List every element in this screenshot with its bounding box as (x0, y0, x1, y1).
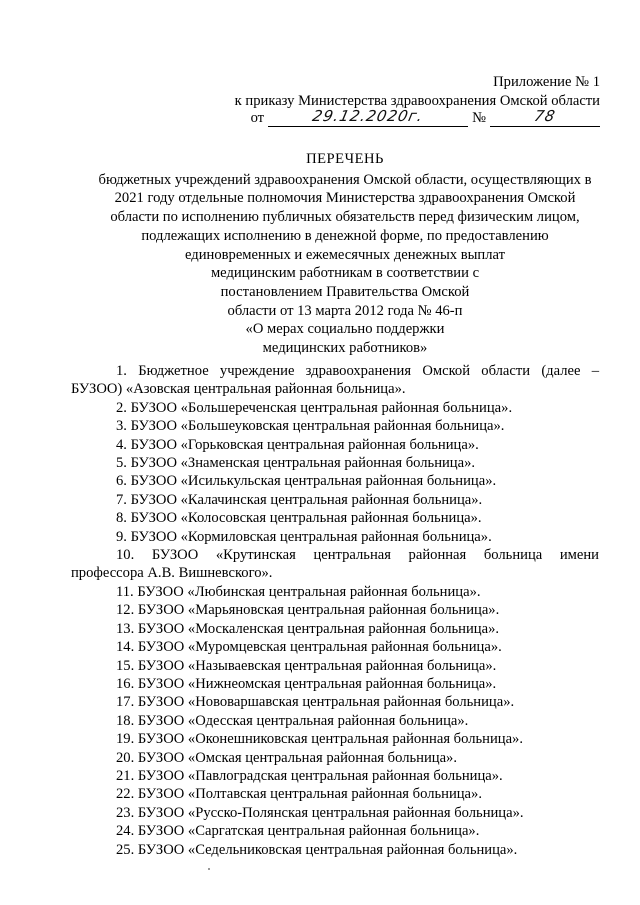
list-item: 1. Бюджетное учреждение здравоохранения Омской области (далее – БУЗОО) «Азовская центральная районная больница». (71, 363, 599, 398)
title-line: медицинских работников» (262, 340, 428, 357)
title-line: бюджетных учреждений здравоохранения Омской области, осуществляющих в (98, 171, 592, 188)
list-item-first-line: 10. БУЗОО «Крутинская центральная районная больница имени (116, 547, 599, 564)
date-prefix: от (250, 110, 265, 126)
date-field (268, 107, 468, 127)
number-prefix: № (472, 110, 486, 126)
list-item: 8. БУЗОО «Колосовская центральная районная больница». (116, 510, 482, 527)
list-item: 25. БУЗОО «Седельниковская центральная районная больница». (116, 841, 518, 858)
title-line: медицинским работникам в соответствии с (210, 265, 480, 282)
list-item: 9. БУЗОО «Кормиловская центральная районная больница». (116, 528, 492, 545)
list-item (71, 546, 599, 583)
list-item: 21. БУЗОО «Павлоградская центральная районная больница». (116, 767, 503, 784)
list-item: 12. БУЗОО «Марьяновская центральная районная больница». (116, 602, 500, 619)
order-date-number (250, 107, 600, 127)
appendix-label: Приложение № 1 (493, 74, 600, 90)
appendix-header (235, 73, 600, 110)
list-item-continuation: профессора А.В. Вишневского». (71, 565, 273, 582)
title-line: области от 13 марта 2012 года № 46-п (227, 302, 463, 319)
title-line: «О мерах социально поддержки (245, 321, 445, 338)
title-line: единовременных и ежемесячных денежных выплат (185, 246, 505, 263)
list-item: 5. БУЗОО «Знаменская центральная районная больница». (116, 455, 476, 472)
list-item: 14. БУЗОО «Муромцевская центральная районная больница». (116, 639, 502, 656)
number-field (490, 107, 600, 127)
list-item: 4. БУЗОО «Горьковская центральная районная больница». (116, 436, 479, 453)
list-item: 24. БУЗОО «Саргатская центральная районная больница». (116, 823, 480, 840)
title-line: 2021 году отдельные полномочия Министерства здравоохранения Омской (114, 190, 576, 207)
list-item: 6. БУЗОО «Исилькульская центральная районная больница». (116, 473, 497, 490)
list-item: 3. БУЗОО «Большеуковская центральная районная больница». (116, 418, 505, 435)
list-item: 23. БУЗОО «Русско-Полянская центральная районная больница». (116, 804, 524, 821)
list-item: 15. БУЗОО «Называевская центральная районная больница». (116, 657, 497, 674)
list-item: 20. БУЗОО «Омская центральная районная больница». (116, 749, 457, 766)
scan-dot (208, 868, 210, 870)
order-reference: к приказу Министерства здравоохранения Омской области (234, 92, 600, 109)
document-heading (80, 150, 610, 358)
list-item: 17. БУЗОО «Нововаршавская центральная районная больница». (116, 694, 515, 711)
list-item: 13. БУЗОО «Москаленская центральная районная больница». (116, 620, 500, 637)
title-line: области по исполнению публичных обязательств перед физическим лицом, (110, 209, 580, 226)
list-item: 11. БУЗОО «Любинская центральная районная больница». (116, 583, 481, 600)
title-line: подлежащих исполнению в денежной форме, по предоставлению (141, 227, 549, 244)
institution-list (71, 362, 599, 859)
list-item: 22. БУЗОО «Полтавская центральная районная больница». (116, 786, 482, 803)
handwritten-date: 29.12.2020г. (310, 107, 426, 125)
document-title: ПЕРЕЧЕНЬ (306, 151, 384, 167)
list-item: 18. БУЗОО «Одесская центральная районная больница». (116, 712, 469, 729)
handwritten-number: 78 (532, 107, 558, 125)
title-description (80, 171, 610, 358)
list-item: 16. БУЗОО «Нижнеомская центральная районная больница». (116, 675, 497, 692)
list-item: 7. БУЗОО «Калачинская центральная районная больница». (116, 491, 483, 508)
title-line: постановлением Правительства Омской (220, 283, 470, 300)
list-item: 2. БУЗОО «Большереченская центральная районная больница». (116, 399, 513, 416)
list-item: 19. БУЗОО «Оконешниковская центральная районная больница». (116, 731, 523, 748)
